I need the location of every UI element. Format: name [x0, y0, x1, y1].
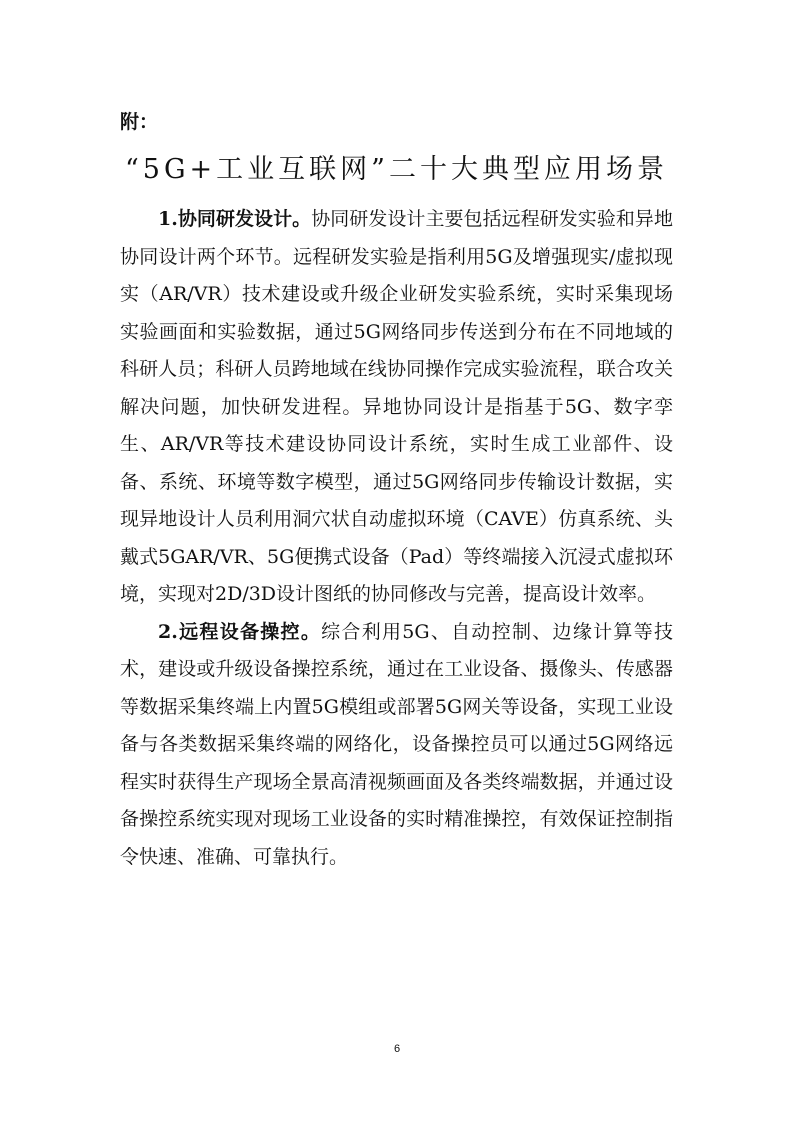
section-body-2: 综合利用5G、自动控制、边缘计算等技术，建设或升级设备操控系统，通过在工业设备、摄像头、传感器等数据采集终端上内置5G模组或部署5G网关等设备，实现工业设备与各类数据采集终端的网络化，设备操控员可以通过5G网络远程实时获得生产现场全景高清视频画面及各类终端数据，并通过设备操控系统实现对现场工业设备的实时精准操控，有效保证控制指令快速、准确、可靠执行。: [120, 620, 673, 868]
section-body-1: 协同研发设计主要包括远程研发实验和异地协同设计两个环节。远程研发实验是指利用5G及增强现实/虚拟现实（AR/VR）技术建设或升级企业研发实验系统，实时采集现场实验画面和实验数据，通过5G网络同步传送到分布在不同地域的科研人员；科研人员跨地域在线协同操作完成实验流程，联合攻关解决问题，加快研发进程。异地协同设计是指基于5G、数字孪生、AR/VR等技术建设协同设计系统，实时生成工业部件、设备、系统、环境等数字模型，通过5G网络同步传输设计数据，实现异地设计人员利用洞穴状自动虚拟环境（CAVE）仿真系统、头戴式5GAR/VR、5G便携式设备（Pad）等终端接入沉浸式虚拟环境，实现对2D/3D设计图纸的协同修改与完善，提高设计效率。: [120, 208, 673, 605]
section-paragraph-1: [120, 201, 673, 614]
section-paragraph-2: [120, 614, 673, 877]
page-number: 6: [393, 1043, 401, 1055]
document-title: “5G+工业互联网”二十大典型应用场景: [125, 154, 668, 185]
section-heading-2: 2.远程设备操控。: [158, 620, 322, 643]
section-heading-1: 1.协同研发设计。: [158, 208, 312, 230]
document-body: [120, 201, 673, 876]
attachment-label: 附：: [120, 111, 159, 133]
